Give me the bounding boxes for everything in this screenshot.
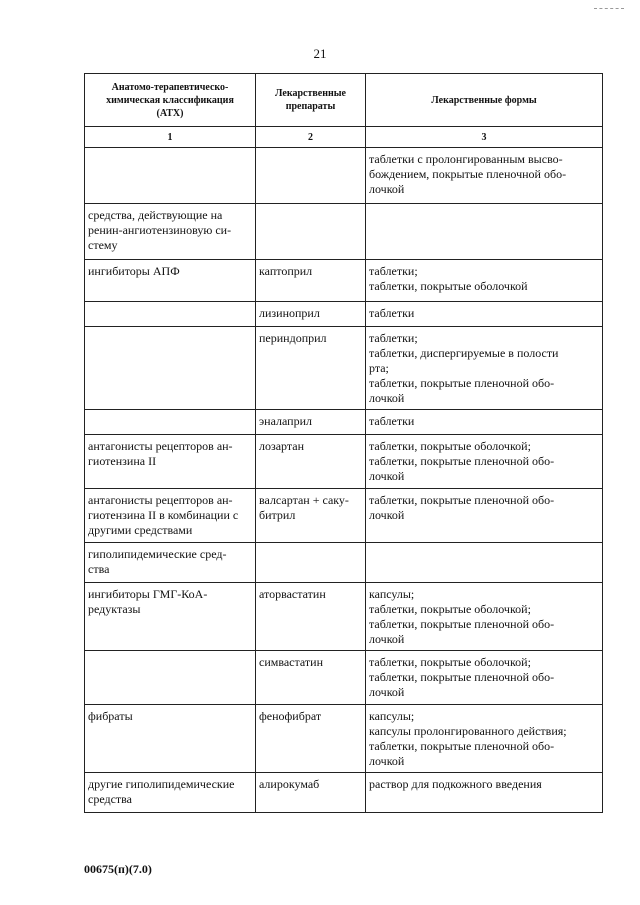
header-atx: Анатомо-терапевтическо- химическая классификация (АТХ): [85, 74, 256, 127]
cell-forms: таблетки, покрытые оболочкой; таблетки, покрытые пленочной обо- лочкой: [366, 435, 603, 489]
table-row: [85, 773, 603, 813]
cell-drug: лозартан: [256, 435, 366, 489]
cell-drug: каптоприл: [256, 260, 366, 302]
cell-atx: [85, 327, 256, 410]
cell-forms: таблетки, покрытые пленочной обо- лочкой: [366, 489, 603, 543]
cell-forms: раствор для подкожного введения: [366, 773, 603, 813]
cell-atx: гиполипидемические сред- ства: [85, 543, 256, 583]
table-row: [85, 583, 603, 651]
cell-drug: фенофибрат: [256, 705, 366, 773]
page-number: 21: [313, 46, 327, 61]
cell-forms: [366, 543, 603, 583]
cell-atx: ингибиторы ГМГ-КоА- редуктазы: [85, 583, 256, 651]
cell-forms: [366, 204, 603, 260]
cell-atx: ингибиторы АПФ: [85, 260, 256, 302]
cell-atx: [85, 302, 256, 327]
cell-forms: таблетки: [366, 410, 603, 435]
cell-forms: таблетки, покрытые оболочкой; таблетки, покрытые пленочной обо- лочкой: [366, 651, 603, 705]
cell-drug: [256, 204, 366, 260]
table-row: [85, 204, 603, 260]
column-number: 2: [256, 127, 366, 148]
cell-drug: аторвастатин: [256, 583, 366, 651]
table-body: [85, 148, 603, 813]
column-number: 1: [85, 127, 256, 148]
cell-forms: таблетки; таблетки, диспергируемые в полости рта; таблетки, покрытые пленочной обо- лочкой: [366, 327, 603, 410]
atx-drug-table: [84, 73, 603, 813]
table-header-row: [85, 74, 603, 127]
cell-atx: средства, действующие на ренин-ангиотензиновую си- стему: [85, 204, 256, 260]
table-row: [85, 705, 603, 773]
cell-drug: [256, 148, 366, 204]
table-row: [85, 543, 603, 583]
cell-drug: [256, 543, 366, 583]
table-row: [85, 435, 603, 489]
cell-drug: алирокумаб: [256, 773, 366, 813]
cell-atx: [85, 410, 256, 435]
cell-drug: эналаприл: [256, 410, 366, 435]
table-row: [85, 260, 603, 302]
cell-atx: антагонисты рецепторов ан- гиотензина II в комбинации с другими средствами: [85, 489, 256, 543]
cell-atx: антагонисты рецепторов ан- гиотензина II: [85, 435, 256, 489]
column-number: 3: [366, 127, 603, 148]
cell-forms: таблетки с пролонгированным высво- бождением, покрытые пленочной обо- лочкой: [366, 148, 603, 204]
header-drugs: Лекарственные препараты: [256, 74, 366, 127]
cell-forms: таблетки: [366, 302, 603, 327]
document-code: 00675(п)(7.0): [84, 862, 152, 876]
cell-atx: [85, 148, 256, 204]
table-row: [85, 148, 603, 204]
cell-atx: другие гиполипидемические средства: [85, 773, 256, 813]
cell-atx: фибраты: [85, 705, 256, 773]
header-forms: Лекарственные формы: [366, 74, 603, 127]
table-row: [85, 327, 603, 410]
cell-forms: капсулы; таблетки, покрытые оболочкой; таблетки, покрытые пленочной обо- лочкой: [366, 583, 603, 651]
cell-atx: [85, 651, 256, 705]
cell-drug: симвастатин: [256, 651, 366, 705]
cell-drug: периндоприл: [256, 327, 366, 410]
cell-drug: валсартан + саку- битрил: [256, 489, 366, 543]
column-number-row: [85, 127, 603, 148]
cell-forms: таблетки; таблетки, покрытые оболочкой: [366, 260, 603, 302]
table-row: [85, 489, 603, 543]
table-row: [85, 410, 603, 435]
table-row: [85, 302, 603, 327]
table-row: [85, 651, 603, 705]
cell-forms: капсулы; капсулы пролонгированного действия; таблетки, покрытые пленочной обо- лочкой: [366, 705, 603, 773]
cell-drug: лизиноприл: [256, 302, 366, 327]
corner-mark: [594, 8, 624, 9]
